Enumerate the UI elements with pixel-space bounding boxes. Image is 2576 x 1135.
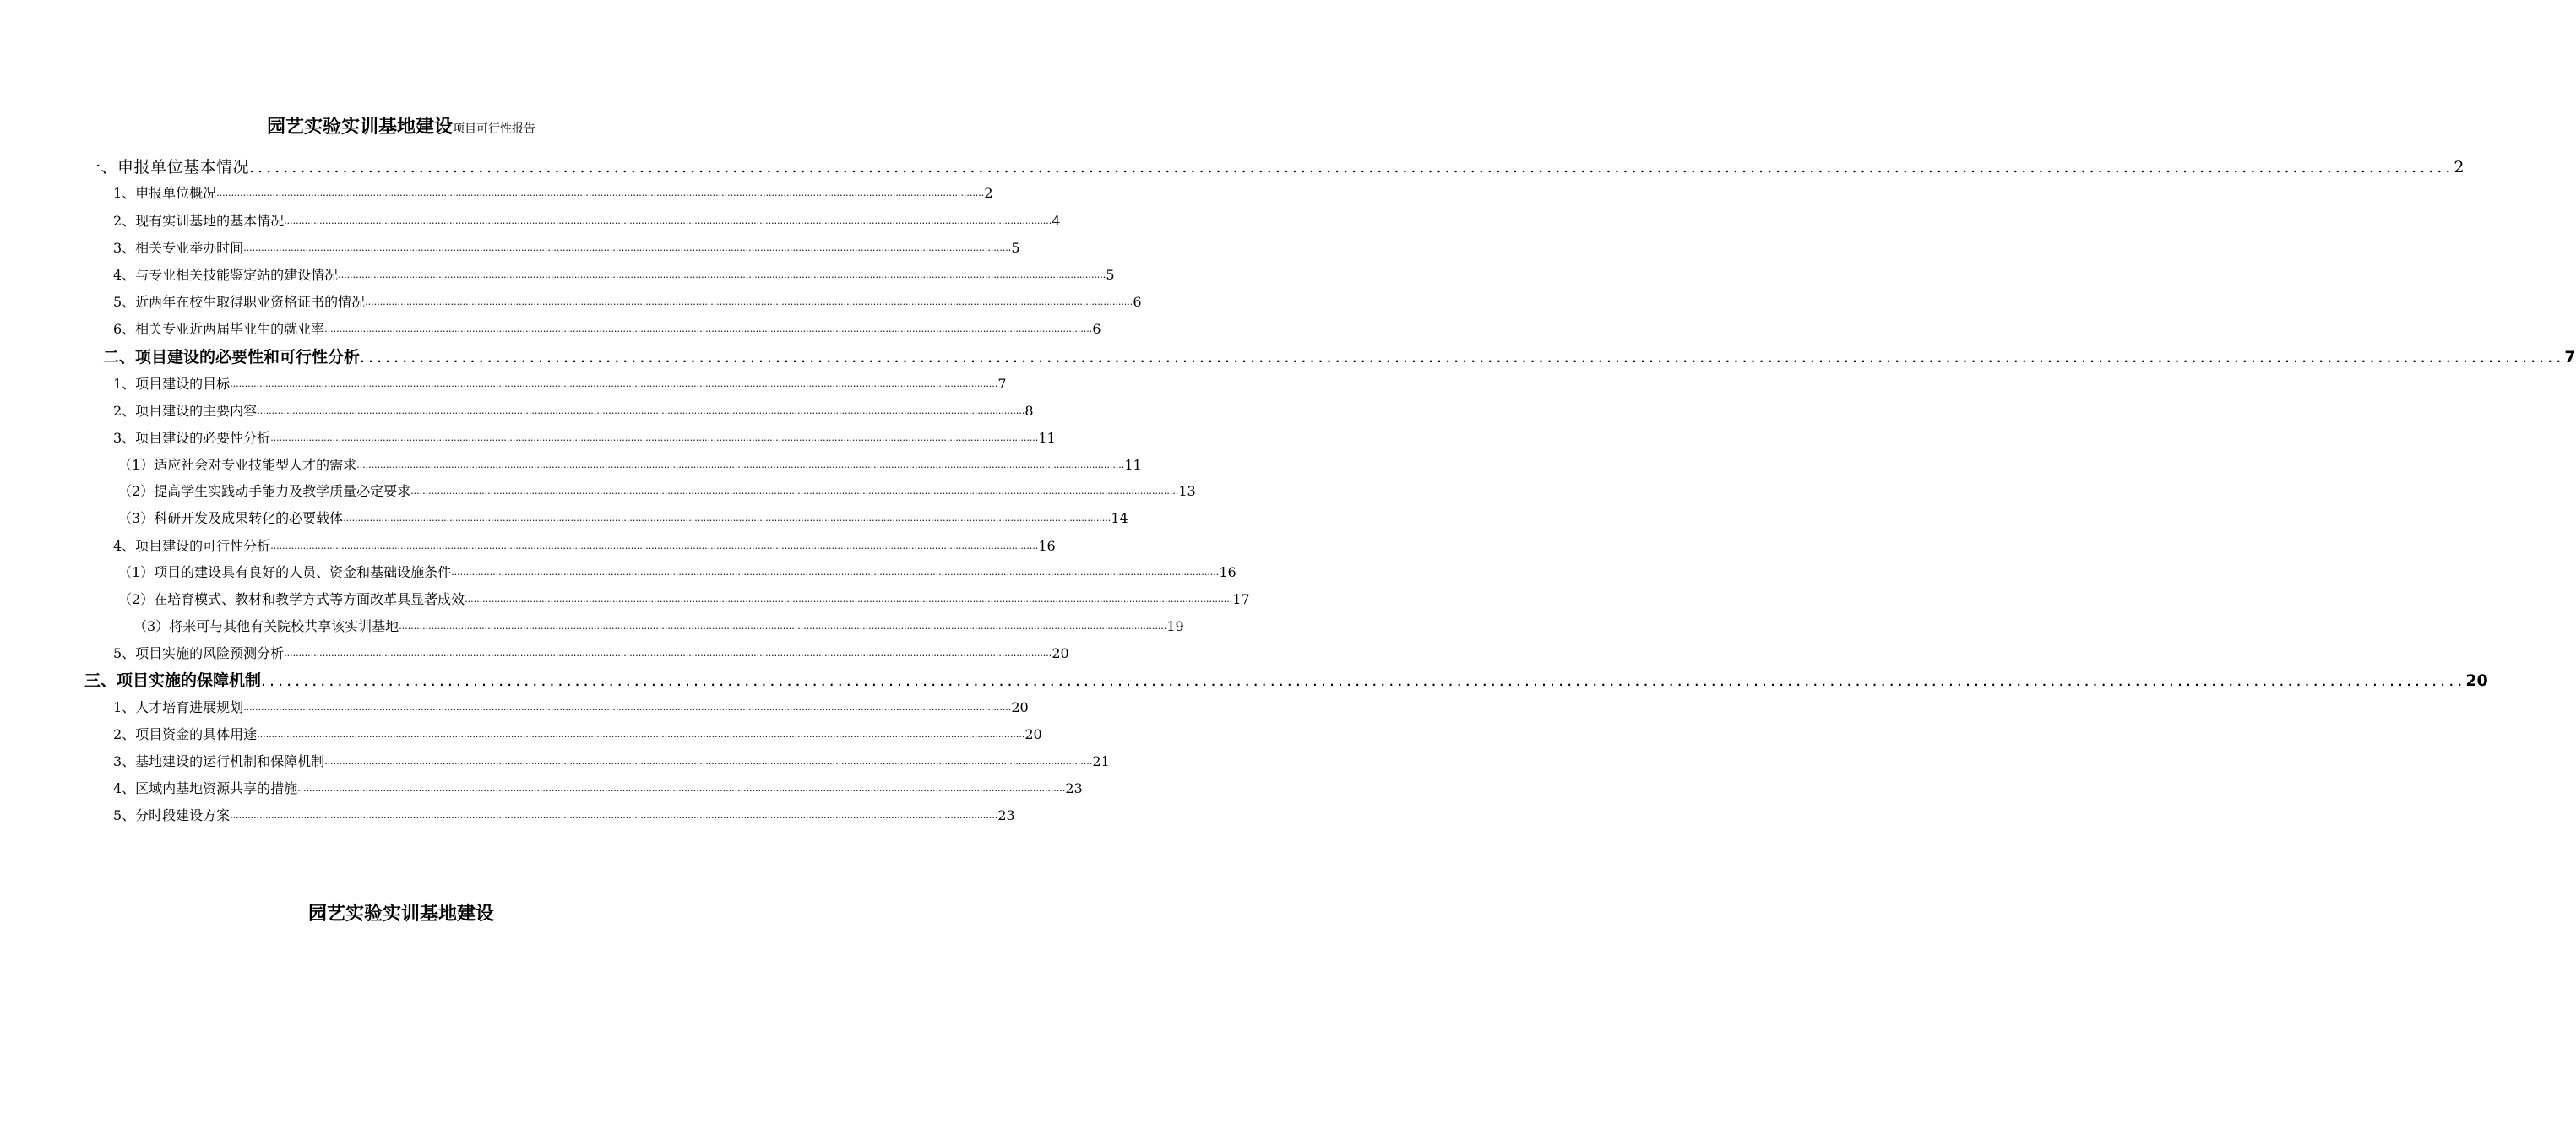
toc-entry[interactable] [118,506,1128,531]
toc-entry-label: （3）科研开发及成果转化的必要载体 [118,510,344,526]
document-title-main: 园艺实验实训基地建设 [266,117,453,138]
toc-entry-label: 2、现有实训基地的基本情况 [113,213,285,229]
toc-entry[interactable] [118,479,1196,504]
toc-entry-label: 1、项目建设的目标 [113,376,231,392]
toc-entry-leader-dots: .................................................................................................................................................................................................................................................................... [343,513,1111,524]
document-title [0,113,802,144]
toc-entry-leader-dots: .................................................................................................................................................................................................................................................................... [410,486,1179,497]
toc-entry-page-number: 16 [1038,538,1056,554]
toc-entry-page-number: 4 [1052,213,1061,229]
toc-entry[interactable] [113,236,1020,261]
toc-entry[interactable] [113,263,1115,288]
toc-entry-page-number: 11 [1124,457,1142,473]
toc-entry-leader-dots: .................................................................................................................................................................................................................................................................... [324,756,1093,767]
toc-entry-page-number: 20 [1024,726,1042,742]
toc-entry[interactable] [113,317,1101,342]
toc-entry-page-number: 7 [997,376,1007,392]
toc-entry-leader-dots: .................................................................................................................................................................................................................................................................... [257,729,1025,740]
toc-entry[interactable] [113,181,993,206]
toc-entry-leader-dots: .................................................................................................................................................................................................................................................................... [297,783,1066,794]
toc-entry[interactable] [113,372,1007,397]
toc-entry-label: （2）提高学生实践动手能力及教学质量必定要求 [118,483,411,499]
document-title-sub: 项目可行性报告 [453,122,535,136]
toc-entry[interactable] [113,695,1029,720]
toc-entry-page-number: 14 [1111,510,1128,526]
toc-entry-label: （3）将来可与其他有关院校共享该实训基地 [133,618,399,634]
toc-entry[interactable] [103,345,2576,370]
toc-entry-label: 4、区域内基地资源共享的措施 [113,780,298,796]
toc-entry-label: 3、项目建设的必要性分析 [113,430,271,446]
toc-entry-leader-dots: .................................................................................................................................................................................................................................................................... [249,158,2454,176]
toc-entry-page-number: 5 [1011,240,1020,256]
toc-entry-page-number: 20 [1052,645,1069,661]
toc-entry[interactable] [113,722,1042,747]
toc-entry-leader-dots: .................................................................................................................................................................................................................................................................... [257,405,1025,416]
toc-entry-leader-dots: .................................................................................................................................................................................................................................................................... [324,323,1093,334]
toc-entry-leader-dots: .................................................................................................................................................................................................................................................................... [360,348,2565,367]
toc-entry-leader-dots: .................................................................................................................................................................................................................................................................... [261,671,2466,690]
toc-entry-label: 4、与专业相关技能鉴定站的建设情况 [113,267,339,283]
toc-entry-label: （2）在培育模式、教材和教学方式等方面改革具显著成效 [118,591,465,607]
toc-entry-leader-dots: .................................................................................................................................................................................................................................................................... [243,242,1012,253]
toc-entry-leader-dots: .................................................................................................................................................................................................................................................................... [356,459,1125,470]
toc-entry-label: 2、项目建设的主要内容 [113,403,258,419]
toc-entry[interactable] [113,641,1069,666]
toc-entry-page-number: 23 [997,807,1015,823]
section-title: 园艺实验实训基地建设 [307,904,494,925]
toc-entry[interactable] [113,426,1056,451]
toc-entry[interactable] [113,803,1015,828]
toc-entry-leader-dots: .................................................................................................................................................................................................................................................................... [338,269,1106,280]
toc-entry-label: （1）项目的建设具有良好的人员、资金和基础设施条件 [118,564,452,580]
toc-entry-label: 三、项目实施的保障机制 [84,671,262,690]
toc-entry-label: 5、近两年在校生取得职业资格证书的情况 [113,294,366,310]
toc-entry[interactable] [84,155,2465,180]
toc-entry-page-number: 17 [1232,591,1250,607]
toc-entry[interactable] [118,587,1250,612]
toc-entry-leader-dots: .................................................................................................................................................................................................................................................................... [365,296,1133,307]
toc-entry[interactable] [113,209,1061,234]
toc-entry-page-number: 6 [1133,294,1142,310]
toc-entry-label: 3、相关专业举办时间 [113,240,244,256]
toc-entry-label: 4、项目建设的可行性分析 [113,538,271,554]
toc-entry-leader-dots: .................................................................................................................................................................................................................................................................... [230,810,998,821]
toc-entry-label: 二、项目建设的必要性和可行性分析 [103,348,361,367]
toc-entry[interactable] [84,668,2488,693]
toc-entry-leader-dots: .................................................................................................................................................................................................................................................................... [270,432,1039,443]
toc-entry-page-number: 8 [1024,403,1034,419]
toc-entry-label: 1、申报单位概况 [113,185,217,201]
toc-entry[interactable] [113,399,1034,424]
toc-entry-page-number: 5 [1106,267,1115,283]
toc-entry-page-number: 2 [984,185,993,201]
toc-entry-leader-dots: .................................................................................................................................................................................................................................................................... [399,621,1167,632]
toc-entry-label: 一、申报单位基本情况 [84,158,250,176]
toc-entry[interactable] [118,453,1142,478]
toc-entry-leader-dots: .................................................................................................................................................................................................................................................................... [284,215,1052,226]
toc-entry-leader-dots: .................................................................................................................................................................................................................................................................... [284,648,1052,659]
toc-entry-page-number: 13 [1178,483,1196,499]
toc-entry[interactable] [118,560,1236,585]
toc-entry-page-number: 20 [1011,699,1029,715]
toc-entry-page-number: 21 [1092,753,1110,769]
toc-entry[interactable] [113,534,1056,559]
toc-entry-label: 5、分时段建设方案 [113,807,231,823]
toc-entry-leader-dots: .................................................................................................................................................................................................................................................................... [243,702,1012,713]
toc-entry-label: 2、项目资金的具体用途 [113,726,258,742]
toc-entry-page-number: 11 [1038,430,1056,446]
toc-entry-leader-dots: .................................................................................................................................................................................................................................................................... [270,540,1039,551]
toc-entry-page-number: 20 [2465,671,2488,690]
toc-entry[interactable] [113,776,1083,801]
toc-entry-page-number: 19 [1166,618,1184,634]
toc-entry-label: 5、项目实施的风险预测分析 [113,645,285,661]
toc-entry-label: 3、基地建设的运行机制和保障机制 [113,753,325,769]
toc-entry[interactable] [113,290,1142,315]
toc-entry-label: 6、相关专业近两届毕业生的就业率 [113,321,325,337]
toc-entry-leader-dots: .................................................................................................................................................................................................................................................................... [230,378,998,389]
toc-entry-page-number: 6 [1092,321,1101,337]
toc-entry[interactable] [133,614,1184,639]
toc-entry-label: 1、人才培育进展规划 [113,699,244,715]
toc-entry-leader-dots: .................................................................................................................................................................................................................................................................... [465,594,1233,605]
toc-entry[interactable] [113,749,1110,774]
toc-entry-leader-dots: .................................................................................................................................................................................................................................................................... [451,567,1220,578]
toc-entry-label: （1）适应社会对专业技能型人才的需求 [118,457,357,473]
toc-entry-page-number: 16 [1219,564,1236,580]
toc-entry-page-number: 7 [2564,348,2576,367]
toc-entry-page-number: 23 [1065,780,1083,796]
toc-entry-page-number: 2 [2454,158,2465,176]
toc-entry-leader-dots: .................................................................................................................................................................................................................................................................... [216,187,985,198]
